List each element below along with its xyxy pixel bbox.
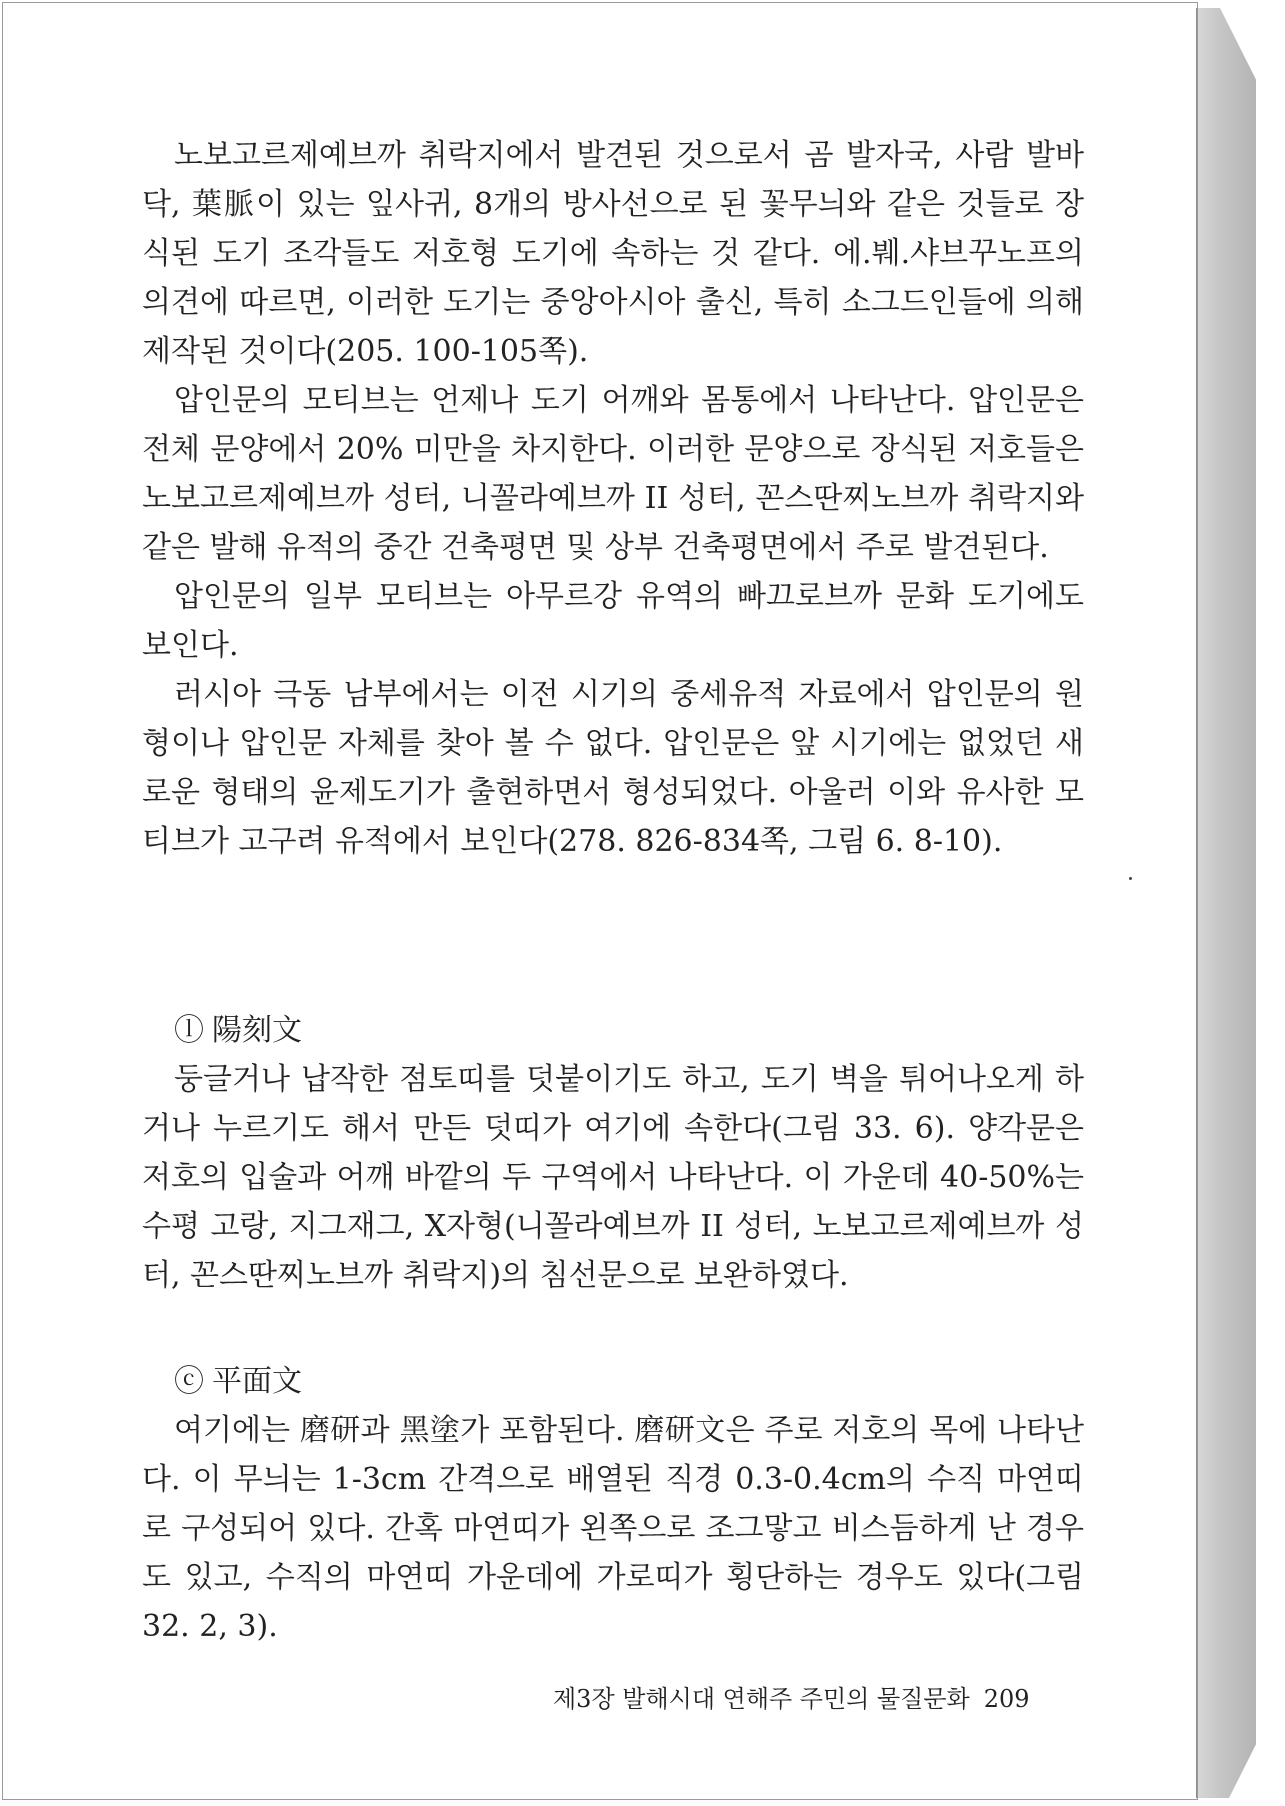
paragraph-relief: 둥글거나 납작한 점토띠를 덧붙이기도 하고, 도기 벽을 튀어나오게 하거나 누르기도 해서 만든 덧띠가 여기에 속한다(그림 33. 6). 양각문은 저호의 입술과 어깨 바깥의 두 구역에서 나타난다. 이 가운데 40-50%는 수평 고랑, 지그재그, X자형(니꼴라예브까 II 성터, 노보고르제예브까 성터, 꼰스딴찌노브까 취락지)의 침선문으로 보완하였다. — [142, 1062, 1084, 1293]
paragraph-amur-pottery: 압인문의 일부 모티브는 아무르강 유역의 빠끄로브까 문화 도기에도 보인다. — [142, 579, 1084, 663]
section-heading-relief — [174, 1006, 1084, 1055]
scan-speck — [1129, 877, 1132, 880]
section-title: 平面文 — [212, 1364, 302, 1399]
body-text-top — [142, 131, 1084, 866]
chapter-title: 제3장 발해시대 연해주 주민의 물질문화 — [553, 1685, 970, 1713]
book-page — [2, 2, 1198, 1800]
page-edge-shadow — [1196, 8, 1256, 1798]
section-marker: ⓛ — [174, 1013, 204, 1048]
paragraph-pottery-fragments: 노보고르제예브까 취락지에서 발견된 것으로서 곰 발자국, 사람 발바닥, 葉脈이 있는 잎사귀, 8개의 방사선으로 된 꽃무늬와 같은 것들로 장식된 도기 조각들도 저호형 도기에 속하는 것 같다. 에.붸.샤브꾸노프의 의견에 따르면, 이러한 도기는 중앙아시아 출신, 특히 소그드인들에 의해 제작된 것이다(205. 100-105쪽). — [142, 138, 1084, 369]
page-edge-line — [1196, 8, 1197, 1798]
section-marker: ⓒ — [174, 1364, 204, 1399]
paragraph-stamped-motif: 압인문의 모티브는 언제나 도기 어깨와 몸통에서 나타난다. 압인문은 전체 문양에서 20% 미만을 차지한다. 이러한 문양으로 장식된 저호들은 노보고르제예브까 성터, 니꼴라예브까 II 성터, 꼰스딴찌노브까 취락지와 같은 발해 유적의 중간 건축평면 및 상부 건축평면에서 주로 발견된다. — [142, 383, 1084, 565]
section-title: 陽刻文 — [212, 1013, 302, 1048]
paragraph-flat: 여기에는 磨研과 黑塗가 포함된다. 磨研文은 주로 저호의 목에 나타난다. 이 무늬는 1-3cm 간격으로 배열된 직경 0.3-0.4cm의 수직 마연띠로 구성되어 있다. 간혹 마연띠가 왼쪽으로 조그맣고 비스듬하게 난 경우도 있고, 수직의 마연띠 가운데에 가로띠가 횡단하는 경우도 있다(그림 32. 2, 3). — [142, 1413, 1084, 1644]
section-flat-decoration — [142, 1357, 1084, 1651]
section-heading-flat — [174, 1357, 1084, 1406]
section-relief-decoration — [142, 1006, 1084, 1300]
running-footer — [553, 1679, 1030, 1714]
paragraph-russian-far-east: 러시아 극동 남부에서는 이전 시기의 중세유적 자료에서 압인문의 원형이나 압인문 자체를 찾아 볼 수 없다. 압인문은 앞 시기에는 없었던 새로운 형태의 윤제도기가 출현하면서 형성되었다. 아울러 이와 유사한 모티브가 고구려 유적에서 보인다(278. 826-834쪽, 그림 6. 8-10). — [142, 677, 1084, 859]
page-number: 209 — [983, 1685, 1030, 1713]
